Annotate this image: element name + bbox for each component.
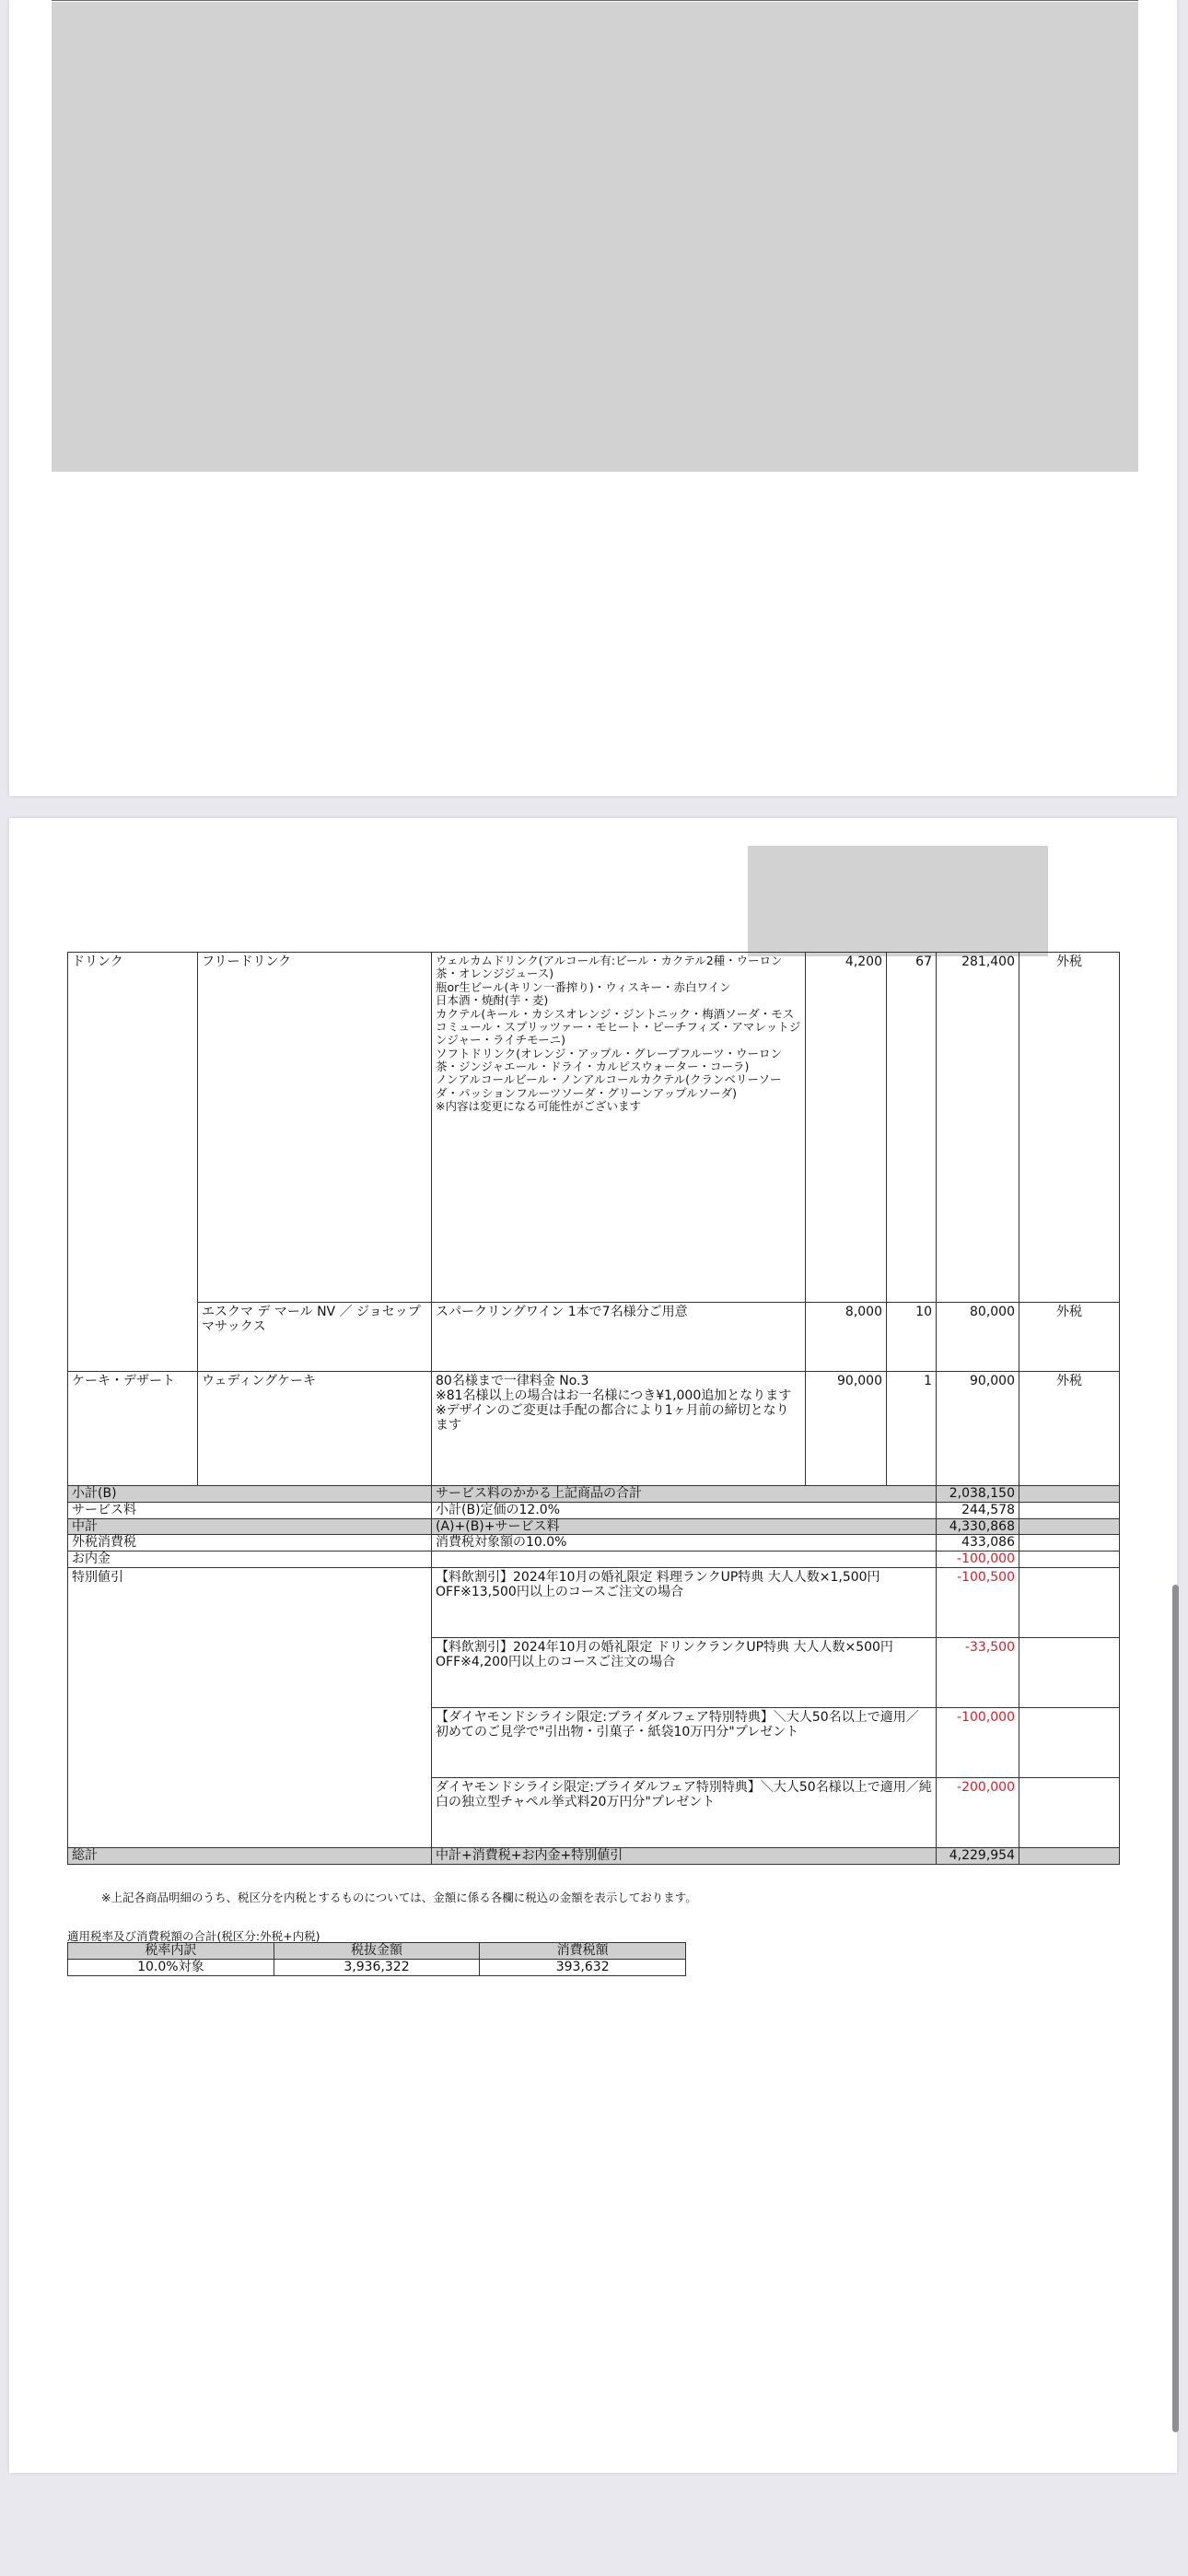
description-cell: ウェルカムドリンク(アルコール有:ビール・カクテル2種・ウーロン茶・オレンジジュース) 瓶or生ビール(キリン一番搾り)・ウィスキー・赤白ワイン 日本酒・焼酎(芋・麦) カクテル(キール・カシスオレンジ・ジントニック・梅酒ソーダ・モスコミュール・スプリッツァー・モヒート・ピーチフィズ・アマレットジンジャー・ライチモーニ) ソフトドリンク(オレンジ・アップル・グレープフルーツ・ウーロン茶・ジンジャエール・ドライ・カルピスウォーター・コーラ) ノンアルコールビール・ノンアルコールカクテル(クランベリーソーダ・パッションフルーツソーダ・グリーンアップルソーダ) ※内容は変更になる可能性がございます [432, 953, 806, 1303]
tax-type-cell: 外税 [1019, 1372, 1120, 1486]
summary-row [68, 1551, 1120, 1568]
table-row [68, 1303, 1120, 1372]
redacted-area [748, 846, 1048, 956]
discount-desc: 【料飲割引】2024年10月の婚礼限定 料理ランクUP特典 大人人数×1,500円OFF※13,500円以上のコースご注文の場合 [432, 1567, 937, 1637]
summary-desc [432, 1551, 937, 1568]
tax-rate-cell: 10.0%対象 [68, 1959, 274, 1975]
tax-summary-table [67, 1942, 686, 1976]
quantity-cell: 67 [887, 953, 937, 1303]
tax-type-cell: 外税 [1019, 953, 1120, 1303]
summary-desc: サービス料のかかる上記商品の合計 [432, 1486, 937, 1503]
description-cell: 80名様まで一律料金 No.3 ※81名様以上の場合はお一名様につき¥1,000追加となります ※デザインのご変更は手配の都合により1ヶ月前の締切となります [432, 1372, 806, 1486]
document-page-1 [9, 0, 1177, 796]
header-cell: 消費税額 [480, 1943, 686, 1960]
total-row [68, 1847, 1120, 1864]
unit-price-cell: 8,000 [806, 1303, 887, 1372]
summary-row [68, 1518, 1120, 1535]
total-desc: 中計+消費税+お内金+特別値引 [432, 1847, 937, 1864]
summary-label: お内金 [68, 1551, 432, 1568]
table-row [68, 1959, 686, 1975]
summary-amount: 433,086 [937, 1535, 1019, 1551]
discount-label: 特別値引 [68, 1567, 432, 1847]
summary-desc: 小計(B)定価の12.0% [432, 1502, 937, 1518]
quantity-cell: 10 [887, 1303, 937, 1372]
summary-label: サービス料 [68, 1502, 432, 1518]
summary-desc: (A)+(B)+サービス料 [432, 1518, 937, 1535]
summary-amount: -100,000 [937, 1551, 1019, 1568]
tax-summary-title: 適用税率及び消費税額の合計(税区分:外税+内税) [67, 1929, 320, 1943]
amount-cell: 80,000 [937, 1303, 1019, 1372]
summary-label: 中計 [68, 1518, 432, 1535]
pre-tax-amount-cell: 3,936,322 [274, 1959, 480, 1975]
redacted-area [52, 2, 1138, 472]
summary-row [68, 1535, 1120, 1551]
table-row [68, 953, 1120, 1303]
item-cell: ウェディングケーキ [198, 1372, 432, 1486]
table-header-row [68, 1943, 686, 1960]
document-page-2 [9, 818, 1177, 2473]
header-cell: 税率内訳 [68, 1943, 274, 1960]
discount-amount: -200,000 [937, 1777, 1019, 1847]
discount-desc: 【ダイヤモンドシライシ限定:ブライダルフェア特別特典】＼大人50名以上で適用／ 初めてのご見学で"引出物・引菓子・紙袋10万円分"プレゼント [432, 1707, 937, 1777]
quantity-cell: 1 [887, 1372, 937, 1486]
discount-desc: 【料飲割引】2024年10月の婚礼限定 ドリンクランクUP特典 大人人数×500円OFF※4,200円以上のコースご注文の場合 [432, 1637, 937, 1707]
discount-amount: -33,500 [937, 1637, 1019, 1707]
scrollbar[interactable] [1172, 1585, 1179, 2432]
amount-cell: 90,000 [937, 1372, 1019, 1486]
category-cell: ドリンク [68, 953, 198, 1372]
estimate-table [67, 952, 1120, 1865]
total-label: 総計 [68, 1847, 432, 1864]
amount-cell: 281,400 [937, 953, 1019, 1303]
tax-type-cell: 外税 [1019, 1303, 1120, 1372]
header-cell: 税抜金額 [274, 1943, 480, 1960]
description-cell: スパークリングワイン 1本で7名様分ご用意 [432, 1303, 806, 1372]
discount-amount: -100,000 [937, 1707, 1019, 1777]
discount-desc: ダイヤモンドシライシ限定:ブライダルフェア特別特典】＼大人50名様以上で適用／純白の独立型チャペル挙式料20万円分"プレゼント [432, 1777, 937, 1847]
summary-label: 外税消費税 [68, 1535, 432, 1551]
summary-desc: 消費税対象額の10.0% [432, 1535, 937, 1551]
tax-amount-cell: 393,632 [480, 1959, 686, 1975]
summary-amount: 244,578 [937, 1502, 1019, 1518]
summary-row [68, 1502, 1120, 1518]
unit-price-cell: 90,000 [806, 1372, 887, 1486]
summary-row [68, 1486, 1120, 1503]
discount-row [68, 1567, 1120, 1637]
item-cell: エスクマ デ マール NV ／ ジョセップ マサックス [198, 1303, 432, 1372]
discount-amount: -100,500 [937, 1567, 1019, 1637]
item-cell: フリードリンク [198, 953, 432, 1303]
summary-label: 小計(B) [68, 1486, 432, 1503]
tax-note: ※上記各商品明細のうち、税区分を内税とするものについては、金額に係る各欄に税込の金額を表示しております。 [101, 1891, 697, 1904]
total-amount: 4,229,954 [937, 1847, 1019, 1864]
summary-amount: 2,038,150 [937, 1486, 1019, 1503]
summary-amount: 4,330,868 [937, 1518, 1019, 1535]
table-row [68, 1372, 1120, 1486]
category-cell: ケーキ・デザート [68, 1372, 198, 1486]
unit-price-cell: 4,200 [806, 953, 887, 1303]
